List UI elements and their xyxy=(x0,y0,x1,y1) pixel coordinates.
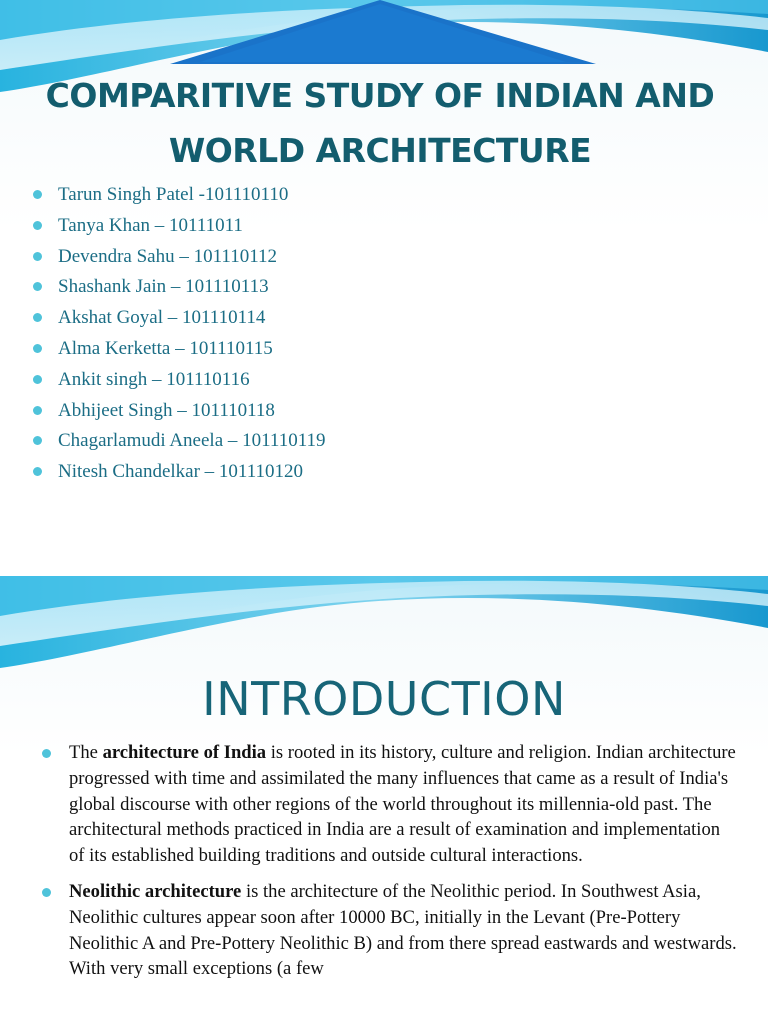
para2-bold-term: Neolithic architecture xyxy=(69,880,242,902)
bullet-icon xyxy=(33,190,42,199)
bullet-icon xyxy=(33,467,42,476)
list-item: Akshat Goyal – 101110114 xyxy=(30,303,326,334)
bullet-icon xyxy=(33,375,42,384)
wave-banner xyxy=(0,576,768,676)
para2-text: is the architecture of the Neolithic period. In Southwest Asia, Neolithic cultures appear soon after 10000 BC, initially in the Levant (Pre-Pottery Neolithic A and Pre-Pottery Neolithic B) and from there spread eastwards and westwards. With very small exceptions (a few xyxy=(69,880,737,980)
slide-title-introduction: INTRODUCTION xyxy=(202,672,566,726)
list-item: Shashank Jain – 101110113 xyxy=(30,272,326,303)
title-line-2: WORLD ARCHITECTURE xyxy=(168,131,592,170)
bullet-icon xyxy=(42,749,51,758)
introduction-paragraphs xyxy=(40,740,740,992)
bullet-icon xyxy=(33,344,42,353)
list-item: Alma Kerketta – 101110115 xyxy=(30,334,326,365)
para1-text: is rooted in its history, culture and religion. Indian architecture progressed with time and assimilated the many influences that came as a result of India's global discourse with other regions of the world throughout its millennia-old past. The architectural methods practiced in India are a result of examination and implementation of its established building traditions and outside cultural interactions. xyxy=(69,742,736,867)
list-item: Devendra Sahu – 101110112 xyxy=(30,242,326,273)
list-item xyxy=(40,879,740,982)
title-line-1: COMPARITIVE STUDY OF INDIAN AND xyxy=(45,76,715,115)
para1-lead: The xyxy=(69,742,103,763)
list-item xyxy=(40,740,740,869)
list-item: Abhijeet Singh – 101110118 xyxy=(30,396,326,427)
bullet-icon xyxy=(33,313,42,322)
list-item: Tanya Khan – 10111011 xyxy=(30,211,326,242)
list-item: Nitesh Chandelkar – 101110120 xyxy=(30,457,326,488)
slide-introduction xyxy=(0,576,768,1024)
presentation-title xyxy=(20,68,740,178)
para1-bold-term: architecture of India xyxy=(102,742,267,763)
member-list xyxy=(30,180,326,488)
list-item: Ankit singh – 101110116 xyxy=(30,365,326,396)
bullet-icon xyxy=(33,436,42,445)
bullet-icon xyxy=(33,252,42,261)
list-item: Tarun Singh Patel -101110110 xyxy=(30,180,326,211)
list-item: Chagarlamudi Aneela – 101110119 xyxy=(30,426,326,457)
bullet-icon xyxy=(33,406,42,415)
bullet-icon xyxy=(33,282,42,291)
bullet-icon xyxy=(42,888,51,897)
bullet-icon xyxy=(33,221,42,230)
